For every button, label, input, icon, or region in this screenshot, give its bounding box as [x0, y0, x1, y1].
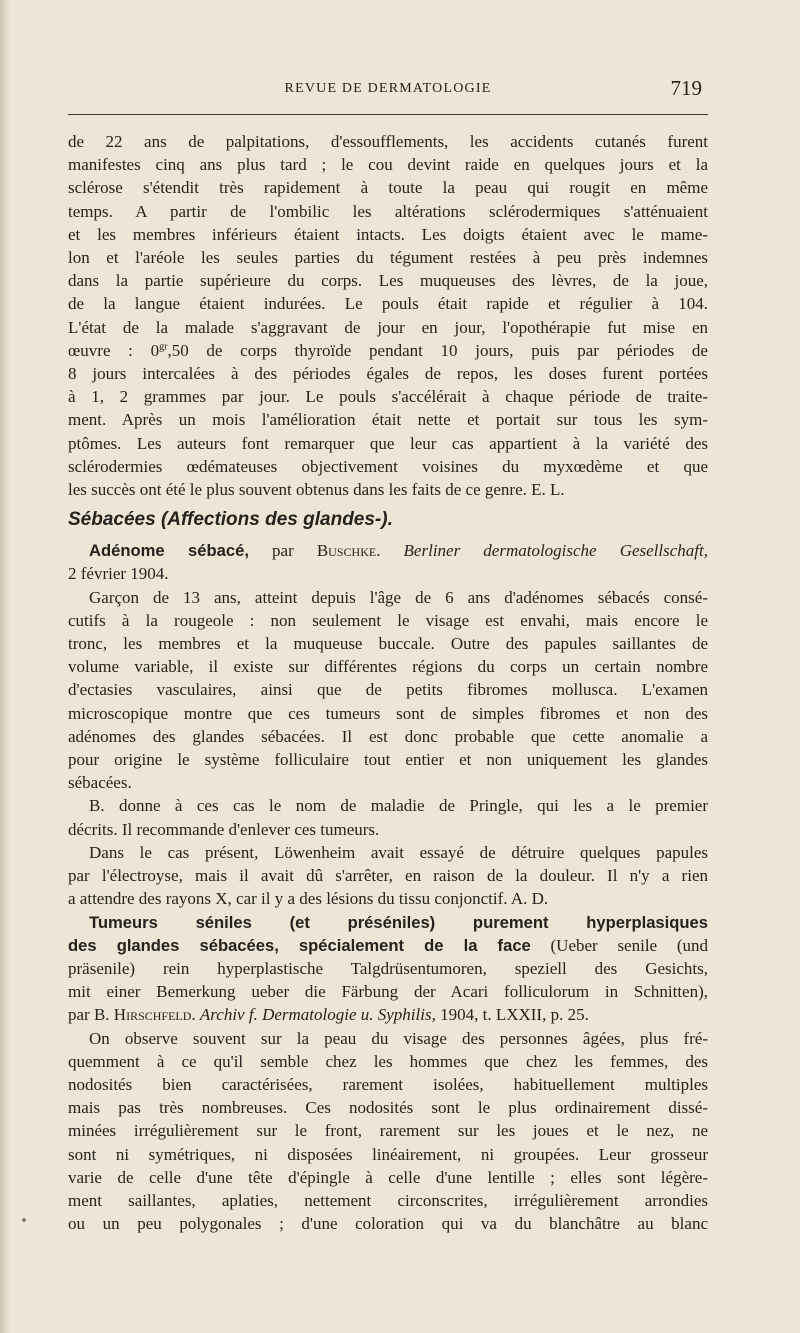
- text-line: On observe souvent sur la peau du visage des personnes âgées, plus fré-: [89, 1028, 708, 1048]
- article-title: Tumeurs séniles (et préséniles) purement hyperplasiques: [89, 912, 708, 932]
- text-line: ou un peu polygonales ; d'une coloration qui va du blanchâtre au blanc: [68, 1214, 708, 1234]
- text-line: sébacées.: [68, 773, 132, 793]
- text-line: lon et l'aréole les seules parties du tégument restées à peu près indemnes: [68, 248, 708, 268]
- text-line: Dans le cas présent, Löwenheim avait essayé de détruire quelques papules: [89, 842, 708, 862]
- article-source: Berliner dermatologische Gesellschaft,: [403, 541, 708, 561]
- text-line: Garçon de 13 ans, atteint depuis l'âge de 6 ans d'adénomes sébacés consé-: [89, 587, 708, 607]
- article-date: 2 février 1904.: [68, 564, 169, 584]
- running-title: REVUE DE DERMATOLOGIE: [284, 81, 492, 96]
- text-line: a attendre des rayons X, car il y a des lésions du tissu conjonctif. A. D.: [68, 889, 549, 909]
- article-by: par B.: [68, 1005, 114, 1025]
- text-line: B. donne à ces cas le nom de maladie de Pringle, qui les a le premier: [89, 796, 708, 816]
- text-line: tronc, les membres et la muqueuse buccale. Outre des papules saillantes de: [68, 634, 708, 654]
- text-line: temps. A partir de l'ombilic les altérations sclérodermiques s'atténuaient: [68, 201, 708, 221]
- text-line: L'état de la malade s'aggravant de jour en jour, l'opothérapie fut mise en: [68, 317, 708, 337]
- article-citation: 1904, t. LXXII, p. 25.: [435, 1005, 589, 1025]
- intro-paragraph: [68, 130, 708, 501]
- german-title-line: präsenile) rein hyperplastische Talgdrüsentumoren, speziell des Gesichts,: [68, 958, 708, 978]
- text-line: nodosités bien caractérisées, rarement isolées, habituellement multiples: [68, 1074, 708, 1094]
- article-title: Adénome sébacé,: [89, 541, 249, 561]
- article-title-line: [68, 911, 708, 934]
- text-line: quemment à ce qu'il semble chez les hommes que chez les femmes, des: [68, 1051, 708, 1071]
- article-author: Buschke.: [316, 541, 381, 561]
- text-line: mais pas très nombreuses. Ces nodosités sont le plus ordinairement dissé-: [68, 1098, 708, 1118]
- article-title-continued: des glandes sébacées, spécialement de la face: [68, 935, 531, 955]
- text-line: 8 jours intercalées à des périodes égales de repos, les doses furent portées: [68, 364, 708, 384]
- text-line: les succès ont été le plus souvent obtenus dans les faits de ce genre. E. L.: [68, 480, 565, 500]
- text-line: volume variable, il existe sur différentes régions du corps un certain nombre: [68, 657, 708, 677]
- page-spine-shadow: [0, 0, 10, 1333]
- text-line: sclérodermies œdémateuses objectivement voisines du myxœdème et que: [68, 456, 708, 476]
- text-line: décrits. Il recommande d'enlever ces tumeurs.: [68, 819, 380, 839]
- text-line: par l'électroyse, mais il avait dû s'arrêter, en raison de la douleur. Il n'y a rien: [68, 866, 708, 886]
- german-title-line: mit einer Bemerkung ueber die Färbung der Acari folliculorum in Schnitten),: [68, 982, 708, 1002]
- text-line: dans la partie supérieure du corps. Les muqueuses des lèvres, de la joue,: [68, 271, 708, 291]
- text-line: ment saillantes, aplaties, nettement circonscrites, irrégulièrement arrondies: [68, 1190, 708, 1210]
- text-line: manifestes cinq ans plus tard ; le cou devint raide en quelques jours et la: [68, 155, 708, 175]
- text-line: d'ectasies vasculaires, ainsi que de petits fibromes mollusca. L'examen: [68, 680, 708, 700]
- header-rule: [68, 114, 708, 115]
- text-line: pour origine le système folliculaire tout entier et non uniquement les glandes: [68, 750, 708, 770]
- text-line: sclérose s'étendit très rapidement à toute la peau qui rougit en même: [68, 178, 708, 198]
- text-line: et les membres inférieurs étaient intacts. Les doigts étaient avec le mame-: [68, 224, 708, 244]
- text-line: ptômes. Les auteurs font remarquer que leur cas appartient à la variété des: [68, 433, 708, 453]
- german-title: (Ueber senile (und: [530, 935, 708, 955]
- page-body: [68, 130, 708, 1235]
- article-citation-line: [68, 539, 708, 562]
- text-line: à 1, 2 grammes par jour. Le pouls s'accélérait à chaque période de traite-: [68, 387, 708, 407]
- article-tumeurs-seniles: [68, 911, 708, 1236]
- text-line: de la langue étaient indurées. Le pouls était rapide et régulier à 104.: [68, 294, 708, 314]
- article-by: par: [248, 541, 317, 561]
- text-line: varie de celle d'une tête d'épingle à celle d'une lentille ; elles sont légère-: [68, 1167, 708, 1187]
- article-citation-line: [68, 1003, 708, 1026]
- article-title-line: [68, 934, 708, 957]
- section-heading: Sébacées (Affections des glandes-).: [68, 509, 393, 531]
- text-line: ment. Après un mois l'amélioration était nette et portait sur tous les sym-: [68, 410, 708, 430]
- running-head: [68, 72, 708, 106]
- margin-dot: [22, 1218, 26, 1222]
- text-line: microscopique montre que ces tumeurs sont de simples fibromes et non des: [68, 703, 708, 723]
- dose-unit: gr: [159, 341, 168, 353]
- dose-before: œuvre : 0: [68, 340, 160, 360]
- page-number: 719: [670, 76, 702, 100]
- text-line: minées irrégulièrement sur le front, rarement sur les joues et le nez, ne: [68, 1121, 708, 1141]
- text-line: adénomes des glandes sébacées. Il est donc probable que cette anomalie a: [68, 726, 708, 746]
- article-author: Hirschfeld.: [113, 1005, 196, 1025]
- article-adenome-sebace: [68, 539, 708, 910]
- text-line: de 22 ans de palpitations, d'essoufflements, les accidents cutanés furent: [68, 132, 708, 151]
- text-line: sont ni symétriques, ni disposées linéairement, ni groupées. Leur grosseur: [68, 1144, 708, 1164]
- article-journal: Archiv f. Dermatologie u. Syphilis,: [199, 1005, 436, 1025]
- dose-after: ,50 de corps thyroïde pendant 10 jours, puis par périodes de: [167, 340, 708, 360]
- dose-line: [68, 339, 708, 362]
- text-line: cutifs à la rougeole : non seulement le visage est envahi, mais encore le: [68, 610, 708, 630]
